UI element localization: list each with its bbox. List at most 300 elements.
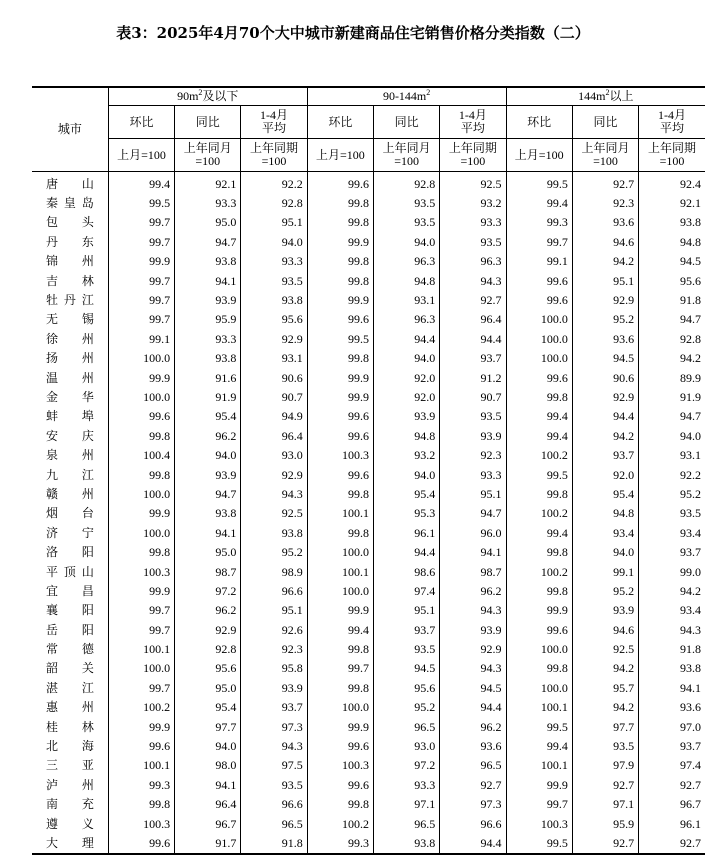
index-value: 96.3 <box>373 252 439 271</box>
index-value: 92.7 <box>639 775 705 794</box>
index-value: 90.6 <box>241 368 307 387</box>
index-value: 99.8 <box>506 581 572 600</box>
index-value: 93.8 <box>639 659 705 678</box>
index-value: 94.5 <box>440 678 506 697</box>
table-row <box>32 562 705 581</box>
index-value: 99.7 <box>108 271 174 290</box>
city-name: 赣州 <box>46 486 94 501</box>
base-header-cell: 上年同月 =100 <box>175 139 241 172</box>
index-value: 95.2 <box>373 698 439 717</box>
index-value: 99.8 <box>108 542 174 561</box>
table-row <box>32 601 705 620</box>
table-row <box>32 639 705 658</box>
index-value: 93.9 <box>175 465 241 484</box>
table-row <box>32 368 705 387</box>
index-value: 96.2 <box>440 717 506 736</box>
index-value: 90.7 <box>241 387 307 406</box>
base-header-cell: 上年同期 =100 <box>440 139 506 172</box>
index-value: 92.9 <box>440 639 506 658</box>
index-value: 99.8 <box>108 795 174 814</box>
table-row <box>32 349 705 368</box>
index-value: 96.5 <box>440 756 506 775</box>
index-value: 93.5 <box>572 736 638 755</box>
index-value: 99.8 <box>307 639 373 658</box>
index-value: 91.8 <box>639 290 705 309</box>
index-value: 99.8 <box>307 678 373 697</box>
index-value: 100.3 <box>506 814 572 833</box>
index-value: 96.2 <box>175 601 241 620</box>
index-value: 94.1 <box>175 271 241 290</box>
index-value: 98.7 <box>175 562 241 581</box>
index-value: 90.6 <box>572 368 638 387</box>
index-value: 94.4 <box>440 833 506 853</box>
city-name: 常德 <box>46 642 94 657</box>
index-value: 99.9 <box>307 368 373 387</box>
sub-header-cell: 同比 <box>373 106 439 139</box>
index-value: 95.4 <box>175 407 241 426</box>
index-value: 99.4 <box>506 523 572 542</box>
city-name: 襄阳 <box>46 603 94 618</box>
index-value: 93.3 <box>440 213 506 232</box>
city-name: 泉州 <box>46 448 94 463</box>
index-value: 93.6 <box>572 213 638 232</box>
index-value: 100.1 <box>108 639 174 658</box>
sub-header-cell: 环比 <box>307 106 373 139</box>
index-value: 93.3 <box>241 252 307 271</box>
table-row <box>32 407 705 426</box>
index-value: 95.0 <box>175 678 241 697</box>
index-value: 99.8 <box>307 252 373 271</box>
index-value: 93.5 <box>373 213 439 232</box>
index-value: 99.9 <box>307 290 373 309</box>
city-name: 丹东 <box>46 234 94 249</box>
index-value: 92.3 <box>440 445 506 464</box>
index-value: 99.8 <box>307 213 373 232</box>
sub-header-cell: 环比 <box>108 106 174 139</box>
index-value: 98.7 <box>440 562 506 581</box>
index-value: 99.1 <box>506 252 572 271</box>
index-value: 94.8 <box>373 271 439 290</box>
index-value: 92.9 <box>175 620 241 639</box>
index-value: 92.8 <box>175 639 241 658</box>
index-value: 95.1 <box>572 271 638 290</box>
index-value: 93.5 <box>440 232 506 251</box>
city-name: 烟台 <box>46 506 94 521</box>
index-value: 94.5 <box>373 659 439 678</box>
index-value: 100.3 <box>307 756 373 775</box>
city-name: 三亚 <box>46 758 94 773</box>
index-value: 94.0 <box>639 426 705 445</box>
table-row <box>32 775 705 794</box>
index-value: 99.7 <box>108 232 174 251</box>
index-value: 94.3 <box>440 601 506 620</box>
index-value: 100.1 <box>506 698 572 717</box>
index-value: 99.4 <box>506 426 572 445</box>
index-value: 92.6 <box>241 620 307 639</box>
index-value: 100.2 <box>506 445 572 464</box>
index-value: 99.7 <box>108 213 174 232</box>
index-value: 97.9 <box>572 756 638 775</box>
index-value: 98.9 <box>241 562 307 581</box>
group-header: $144m^2$以上 <box>506 87 705 106</box>
city-name: 包头 <box>46 215 94 230</box>
index-value: 99.9 <box>307 717 373 736</box>
index-value: 99.9 <box>108 252 174 271</box>
index-value: 95.8 <box>241 659 307 678</box>
table-row <box>32 271 705 290</box>
index-value: 99.8 <box>506 542 572 561</box>
group-header: $90m^2$及以下 <box>108 87 307 106</box>
index-value: 99.6 <box>307 736 373 755</box>
index-value: 99.7 <box>108 310 174 329</box>
index-value: 97.5 <box>241 756 307 775</box>
index-value: 93.4 <box>572 523 638 542</box>
index-value: 94.5 <box>639 252 705 271</box>
index-value: 96.6 <box>241 795 307 814</box>
index-value: 93.8 <box>241 523 307 542</box>
city-header: 城市 <box>32 87 108 172</box>
index-value: 96.1 <box>639 814 705 833</box>
index-value: 96.6 <box>440 814 506 833</box>
index-value: 95.4 <box>373 484 439 503</box>
index-value: 96.5 <box>373 814 439 833</box>
table-row <box>32 795 705 814</box>
index-value: 100.0 <box>307 581 373 600</box>
index-value: 93.2 <box>373 445 439 464</box>
index-value: 91.8 <box>639 639 705 658</box>
index-value: 97.7 <box>572 717 638 736</box>
city-name: 吉林 <box>46 273 94 288</box>
index-value: 94.0 <box>373 465 439 484</box>
index-value: 95.1 <box>440 484 506 503</box>
index-value: 92.0 <box>373 368 439 387</box>
index-value: 95.6 <box>373 678 439 697</box>
table-row <box>32 232 705 251</box>
index-value: 91.7 <box>175 833 241 853</box>
index-value: 99.7 <box>108 678 174 697</box>
index-value: 100.2 <box>307 814 373 833</box>
index-value: 93.0 <box>373 736 439 755</box>
index-value: 99.8 <box>506 484 572 503</box>
index-value: 92.4 <box>639 172 705 194</box>
table-row <box>32 504 705 523</box>
index-value: 94.1 <box>440 542 506 561</box>
table-row <box>32 659 705 678</box>
index-value: 97.1 <box>572 795 638 814</box>
index-value: 99.7 <box>506 795 572 814</box>
index-value: 100.2 <box>108 698 174 717</box>
index-value: 95.0 <box>175 213 241 232</box>
index-value: 93.9 <box>440 426 506 445</box>
table-row <box>32 252 705 271</box>
index-value: 93.5 <box>373 193 439 212</box>
index-value: 91.9 <box>175 387 241 406</box>
index-value: 99.7 <box>108 290 174 309</box>
index-value: 95.4 <box>175 698 241 717</box>
index-value: 97.0 <box>639 717 705 736</box>
city-name: 南充 <box>46 797 94 812</box>
index-value: 93.9 <box>175 290 241 309</box>
index-value: 94.1 <box>175 775 241 794</box>
index-value: 94.7 <box>639 310 705 329</box>
index-value: 93.7 <box>241 698 307 717</box>
index-value: 96.4 <box>175 795 241 814</box>
index-value: 93.5 <box>241 775 307 794</box>
index-value: 92.7 <box>572 172 638 194</box>
index-value: 94.1 <box>639 678 705 697</box>
base-header-cell: 上月=100 <box>307 139 373 172</box>
index-value: 94.5 <box>572 349 638 368</box>
index-value: 91.9 <box>639 387 705 406</box>
index-value: 94.3 <box>241 736 307 755</box>
index-value: 99.8 <box>108 426 174 445</box>
index-value: 93.5 <box>639 504 705 523</box>
index-value: 92.0 <box>373 387 439 406</box>
index-value: 96.4 <box>241 426 307 445</box>
index-value: 93.7 <box>639 736 705 755</box>
index-value: 93.9 <box>373 407 439 426</box>
index-value: 93.5 <box>373 639 439 658</box>
index-value: 99.4 <box>506 193 572 212</box>
index-value: 99.7 <box>108 620 174 639</box>
index-value: 93.8 <box>373 833 439 853</box>
index-value: 93.5 <box>440 407 506 426</box>
table-body <box>32 172 705 854</box>
index-value: 94.2 <box>639 349 705 368</box>
index-value: 96.7 <box>175 814 241 833</box>
index-value: 95.6 <box>639 271 705 290</box>
index-value: 100.0 <box>506 310 572 329</box>
index-value: 99.3 <box>307 833 373 853</box>
index-value: 93.4 <box>639 601 705 620</box>
city-name: 唐山 <box>46 176 94 191</box>
index-value: 96.6 <box>241 581 307 600</box>
index-value: 99.9 <box>307 232 373 251</box>
city-name: 锦州 <box>46 254 94 269</box>
index-value: 99.5 <box>506 172 572 194</box>
index-value: 99.5 <box>108 193 174 212</box>
index-value: 99.0 <box>639 562 705 581</box>
base-header-row <box>32 139 705 172</box>
index-value: 95.1 <box>241 601 307 620</box>
index-value: 99.4 <box>307 620 373 639</box>
base-header-cell: 上年同月 =100 <box>572 139 638 172</box>
index-value: 95.2 <box>572 581 638 600</box>
city-name: 泸州 <box>46 777 94 792</box>
index-value: 94.3 <box>440 271 506 290</box>
index-value: 100.1 <box>506 756 572 775</box>
index-value: 93.9 <box>241 678 307 697</box>
index-value: 99.7 <box>307 659 373 678</box>
index-value: 93.5 <box>241 271 307 290</box>
index-value: 94.8 <box>639 232 705 251</box>
index-value: 98.6 <box>373 562 439 581</box>
index-value: 92.7 <box>440 775 506 794</box>
index-value: 96.5 <box>241 814 307 833</box>
table-row <box>32 213 705 232</box>
sub-header-cell: 同比 <box>572 106 638 139</box>
index-value: 99.8 <box>108 465 174 484</box>
index-value: 94.8 <box>572 504 638 523</box>
index-value: 99.8 <box>506 387 572 406</box>
index-value: 94.3 <box>241 484 307 503</box>
index-value: 99.6 <box>506 290 572 309</box>
index-value: 99.6 <box>108 833 174 853</box>
index-value: 99.6 <box>307 775 373 794</box>
index-value: 100.0 <box>108 659 174 678</box>
table-row <box>32 387 705 406</box>
index-value: 99.3 <box>108 775 174 794</box>
index-value: 99.1 <box>108 329 174 348</box>
index-value: 99.6 <box>307 426 373 445</box>
index-value: 93.3 <box>373 775 439 794</box>
index-value: 99.9 <box>108 504 174 523</box>
base-header-cell: 上月=100 <box>506 139 572 172</box>
table-row <box>32 290 705 309</box>
index-value: 99.3 <box>506 213 572 232</box>
sub-header-cell: 同比 <box>175 106 241 139</box>
index-value: 91.8 <box>241 833 307 853</box>
city-name: 桂林 <box>46 719 94 734</box>
index-value: 92.8 <box>241 193 307 212</box>
table-row <box>32 426 705 445</box>
index-value: 100.1 <box>307 562 373 581</box>
index-value: 99.6 <box>108 407 174 426</box>
table-row <box>32 678 705 697</box>
index-value: 94.4 <box>440 329 506 348</box>
base-header-cell: 上年同月 =100 <box>373 139 439 172</box>
index-value: 93.7 <box>572 445 638 464</box>
base-header-cell: 上月=100 <box>108 139 174 172</box>
index-value: 95.9 <box>572 814 638 833</box>
index-value: 94.3 <box>639 620 705 639</box>
index-value: 92.2 <box>241 172 307 194</box>
index-value: 93.8 <box>175 252 241 271</box>
city-name: 金华 <box>46 389 94 404</box>
sub-header-cell: 环比 <box>506 106 572 139</box>
city-name: 岳阳 <box>46 622 94 637</box>
city-name: 大理 <box>46 835 94 850</box>
index-value: 94.0 <box>373 349 439 368</box>
city-name: 安庆 <box>46 428 94 443</box>
index-value: 100.0 <box>108 387 174 406</box>
index-value: 91.6 <box>175 368 241 387</box>
city-name: 徐州 <box>46 331 94 346</box>
index-value: 100.0 <box>506 678 572 697</box>
index-value: 99.8 <box>307 484 373 503</box>
index-value: 96.2 <box>440 581 506 600</box>
index-value: 99.9 <box>108 368 174 387</box>
index-value: 92.5 <box>241 504 307 523</box>
index-value: 99.9 <box>108 717 174 736</box>
index-value: 92.7 <box>440 290 506 309</box>
index-value: 93.8 <box>639 213 705 232</box>
index-value: 92.3 <box>241 639 307 658</box>
city-name: 牡丹江 <box>46 293 94 308</box>
index-value: 99.6 <box>108 736 174 755</box>
index-value: 91.2 <box>440 368 506 387</box>
index-value: 94.6 <box>572 620 638 639</box>
index-value: 93.8 <box>241 290 307 309</box>
index-value: 94.4 <box>572 407 638 426</box>
city-name: 蚌埠 <box>46 409 94 424</box>
base-header-cell: 上年同期 =100 <box>241 139 307 172</box>
index-value: 94.2 <box>572 252 638 271</box>
index-value: 99.8 <box>307 795 373 814</box>
index-value: 95.3 <box>373 504 439 523</box>
index-value: 92.7 <box>572 775 638 794</box>
index-value: 99.4 <box>506 736 572 755</box>
index-value: 99.7 <box>108 601 174 620</box>
index-value: 94.2 <box>572 698 638 717</box>
index-value: 97.3 <box>440 795 506 814</box>
index-value: 92.1 <box>175 172 241 194</box>
index-value: 96.3 <box>373 310 439 329</box>
index-value: 99.5 <box>307 329 373 348</box>
index-value: 94.4 <box>373 542 439 561</box>
index-value: 93.7 <box>440 349 506 368</box>
index-value: 95.2 <box>572 310 638 329</box>
index-value: 92.9 <box>572 290 638 309</box>
index-value: 90.7 <box>440 387 506 406</box>
index-value: 93.1 <box>373 290 439 309</box>
table-row <box>32 814 705 833</box>
city-name: 湛江 <box>46 680 94 695</box>
table-row <box>32 698 705 717</box>
index-value: 95.2 <box>639 484 705 503</box>
index-value: 93.7 <box>373 620 439 639</box>
index-value: 96.2 <box>175 426 241 445</box>
index-value: 100.0 <box>108 523 174 542</box>
index-value: 92.8 <box>639 329 705 348</box>
index-value: 97.4 <box>373 581 439 600</box>
index-value: 93.8 <box>175 504 241 523</box>
index-value: 92.2 <box>639 465 705 484</box>
index-value: 99.6 <box>307 172 373 194</box>
city-name: 无锡 <box>46 312 94 327</box>
index-value: 100.0 <box>108 484 174 503</box>
index-value: 100.3 <box>108 814 174 833</box>
city-name: 遵义 <box>46 816 94 831</box>
city-name: 北海 <box>46 739 94 754</box>
index-value: 95.1 <box>241 213 307 232</box>
page-title: 表3：2025年4月70个大中城市新建商品住宅销售价格分类指数（二） <box>116 24 590 42</box>
index-value: 93.9 <box>572 601 638 620</box>
index-value: 94.6 <box>572 232 638 251</box>
city-name: 温州 <box>46 370 94 385</box>
index-value: 93.4 <box>639 523 705 542</box>
index-value: 96.0 <box>440 523 506 542</box>
index-value: 94.8 <box>373 426 439 445</box>
index-value: 100.0 <box>307 542 373 561</box>
index-value: 97.1 <box>373 795 439 814</box>
city-name: 韶关 <box>46 661 94 676</box>
index-value: 93.6 <box>440 736 506 755</box>
price-index-table <box>32 86 705 855</box>
index-value: 96.4 <box>440 310 506 329</box>
index-value: 92.7 <box>572 833 638 853</box>
sub-header-cell: 1-4月 平均 <box>639 106 705 139</box>
city-name: 洛阳 <box>46 545 94 560</box>
index-value: 99.8 <box>307 523 373 542</box>
index-value: 93.8 <box>175 349 241 368</box>
index-value: 100.0 <box>307 698 373 717</box>
index-value: 93.3 <box>440 465 506 484</box>
index-value: 93.2 <box>440 193 506 212</box>
index-value: 99.9 <box>108 581 174 600</box>
city-name: 宜昌 <box>46 583 94 598</box>
index-value: 94.2 <box>572 426 638 445</box>
